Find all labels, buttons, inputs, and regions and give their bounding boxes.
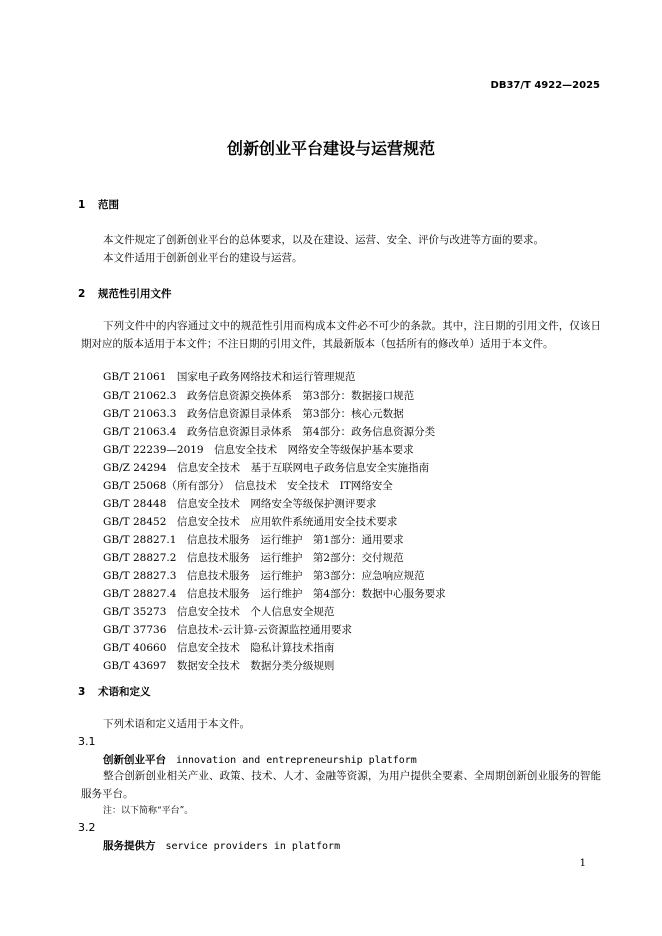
section-number: 2 <box>78 288 86 300</box>
reference-item: GB/T 28827.1 信息技术服务 运行维护 第1部分：通用要求 <box>103 534 404 546</box>
reference-item: GB/Z 24294 信息安全技术 基于互联网电子政务信息安全实施指南 <box>103 462 430 474</box>
document-title: 创新创业平台建设与运营规范 <box>226 139 435 158</box>
terms-intro: 下列术语和定义适用于本文件。 <box>103 718 250 730</box>
reference-item: GB/T 43697 数据安全技术 数据分类分级规则 <box>103 660 335 672</box>
term-en: innovation and entrepreneurship platform <box>176 755 417 766</box>
section-heading-terms <box>78 684 151 699</box>
section-heading-normative-refs <box>78 286 172 301</box>
standard-number: DB37/T 4922—2025 <box>490 80 600 91</box>
section-heading-scope <box>78 197 119 212</box>
reference-item: GB/T 21062.3 政务信息资源交换体系 第3部分：数据接口规范 <box>103 390 415 402</box>
reference-item: GB/T 28448 信息安全技术 网络安全等级保护测评要求 <box>103 498 377 510</box>
reference-item: GB/T 21061 国家电子政务网络技术和运行管理规范 <box>103 371 356 383</box>
reference-item: GB/T 21063.4 政务信息资源目录体系 第4部分：政务信息资源分类 <box>103 426 436 438</box>
reference-item: GB/T 25068（所有部分） 信息技术 安全技术 IT网络安全 <box>103 480 393 492</box>
reference-item: GB/T 22239—2019 信息安全技术 网络安全等级保护基本要求 <box>103 444 414 456</box>
reference-item: GB/T 28827.4 信息技术服务 运行维护 第4部分：数据中心服务要求 <box>103 588 446 600</box>
section-number: 3 <box>78 686 86 698</box>
section-title: 规范性引用文件 <box>98 288 172 300</box>
term-en: service providers in platform <box>165 841 341 852</box>
section-title: 范围 <box>98 199 119 211</box>
scope-paragraph: 本文件适用于创新创业平台的建设与运营。 <box>103 252 303 264</box>
reference-item: GB/T 21063.3 政务信息资源目录体系 第3部分：核心元数据 <box>103 408 404 420</box>
term-zh: 创新创业平台 <box>103 754 166 766</box>
page-number: 1 <box>579 858 586 869</box>
term-definition: 整合创新创业相关产业、政策、技术、人才、金融等资源，为用户提供全要素、全周期创新创业服务的智能服务平台。 <box>81 770 601 800</box>
reference-item: GB/T 35273 信息安全技术 个人信息安全规范 <box>103 606 335 618</box>
reference-item: GB/T 37736 信息技术-云计算-云资源监控通用要求 <box>103 624 352 636</box>
reference-item: GB/T 28827.3 信息技术服务 运行维护 第3部分：应急响应规范 <box>103 570 425 582</box>
term-number: 3.2 <box>78 821 96 834</box>
term-zh: 服务提供方 <box>103 840 156 852</box>
scope-paragraph: 本文件规定了创新创业平台的总体要求，以及在建设、运营、安全、评价与改进等方面的要求。 <box>103 234 544 246</box>
reference-item: GB/T 28452 信息安全技术 应用软件系统通用安全技术要求 <box>103 516 398 528</box>
reference-item: GB/T 28827.2 信息技术服务 运行维护 第2部分：交付规范 <box>103 552 404 564</box>
term-entry <box>103 752 417 767</box>
term-number: 3.1 <box>78 735 96 748</box>
section-number: 1 <box>78 199 86 211</box>
normative-refs-intro: 下列文件中的内容通过文中的规范性引用而构成本文件必不可少的条款。其中，注日期的引用文件，仅该日期对应的版本适用于本文件；不注日期的引用文件，其最新版本（包括所有的修改单）适用于本文件。 <box>81 320 601 350</box>
section-title: 术语和定义 <box>98 686 151 698</box>
term-entry <box>103 838 340 853</box>
reference-item: GB/T 40660 信息安全技术 隐私计算技术指南 <box>103 642 335 654</box>
term-note: 注：以下简称“平台”。 <box>103 806 194 816</box>
